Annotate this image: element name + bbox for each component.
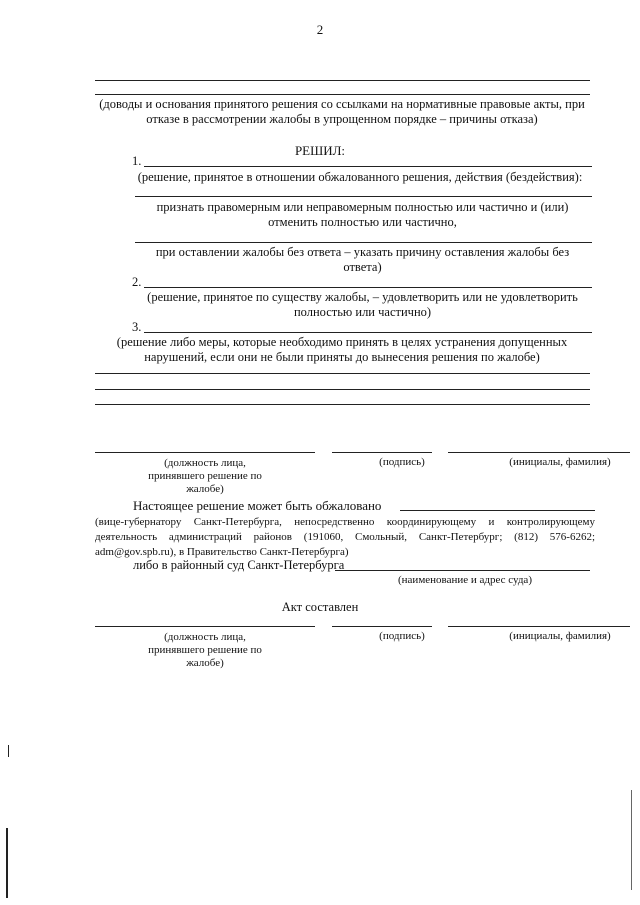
- decided-heading: РЕШИЛ:: [294, 143, 346, 158]
- item-3-extra-line-1: [95, 373, 590, 374]
- item-3-extra-line-3: [95, 404, 590, 405]
- appeal-body: (вице-губернатору Санкт-Петербурга, непосредственно координирующему и контролирующему деятельность администраций районов (191060, Смольный, Санкт-Петербург; (812) 576-6262; adm@gov.spb.ru), в Правительство Санкт-Петербурга): [95, 516, 595, 558]
- signature-2-signature-line: [332, 626, 432, 627]
- signature-1-name-caption: (инициалы, фамилия): [509, 456, 611, 468]
- signature-2-position-caption: (должность лица, принявшего решение по жалобе): [148, 631, 262, 669]
- item-1-option-b-line: [135, 242, 592, 243]
- signature-1-position-line: [95, 452, 315, 453]
- item-3-number: 3.: [132, 320, 142, 334]
- scan-edge-mark-right: [631, 790, 632, 890]
- justification-caption: (доводы и основания принятого решения со ссылками на нормативные правовые акты, при отказе в рассмотрении жалобы в упрощенном порядке – причины отказа): [99, 97, 585, 126]
- appeal-court-caption: (наименование и адрес суда): [398, 574, 532, 586]
- signature-2-name-line: [448, 626, 630, 627]
- scan-edge-mark-left: [8, 745, 9, 757]
- item-2-line: [144, 287, 592, 288]
- item-3-extra-line-2: [95, 389, 590, 390]
- item-3-line: [144, 332, 592, 333]
- signature-1-signature-caption: (подпись): [379, 456, 425, 468]
- signature-2-name-caption: (инициалы, фамилия): [509, 630, 611, 642]
- act-heading: Акт составлен: [281, 600, 359, 614]
- item-1-number: 1.: [132, 154, 142, 168]
- item-1-line: [144, 166, 592, 167]
- item-1-caption: (решение, принятое в отношении обжалованного решения, действия (бездействия):: [137, 170, 583, 184]
- signature-1-signature-line: [332, 452, 432, 453]
- item-2-number: 2.: [132, 275, 142, 289]
- appeal-court: либо в районный суд Санкт-Петербурга: [133, 558, 345, 572]
- justification-line-2: [95, 94, 590, 95]
- signature-2-signature-caption: (подпись): [379, 630, 425, 642]
- scan-edge-mark-left-bottom: [6, 828, 8, 898]
- item-1-option-a-line: [135, 196, 592, 197]
- appeal-lead: Настоящее решение может быть обжаловано: [133, 498, 382, 513]
- appeal-lead-line: [400, 510, 595, 511]
- item-2-caption: (решение, принятое по существу жалобы, – удовлетворить или не удовлетворить полностью или частично): [147, 290, 578, 319]
- page-number: 2: [316, 22, 324, 37]
- item-1-option-a: признать правомерным или неправомерным полностью или частично и (или) отменить полностью или частично,: [156, 200, 569, 229]
- signature-1-name-line: [448, 452, 630, 453]
- item-1-option-b: при оставлении жалобы без ответа – указать причину оставления жалобы без ответа): [155, 245, 570, 274]
- item-3-caption: (решение либо меры, которые необходимо принять в целях устранения допущенных нарушений, если они не были приняты до вынесения решения по жалобе): [116, 335, 568, 364]
- justification-line-1: [95, 80, 590, 81]
- signature-2-position-line: [95, 626, 315, 627]
- signature-1-position-caption: (должность лица, принявшего решение по жалобе): [148, 457, 262, 495]
- appeal-court-line: [335, 570, 590, 571]
